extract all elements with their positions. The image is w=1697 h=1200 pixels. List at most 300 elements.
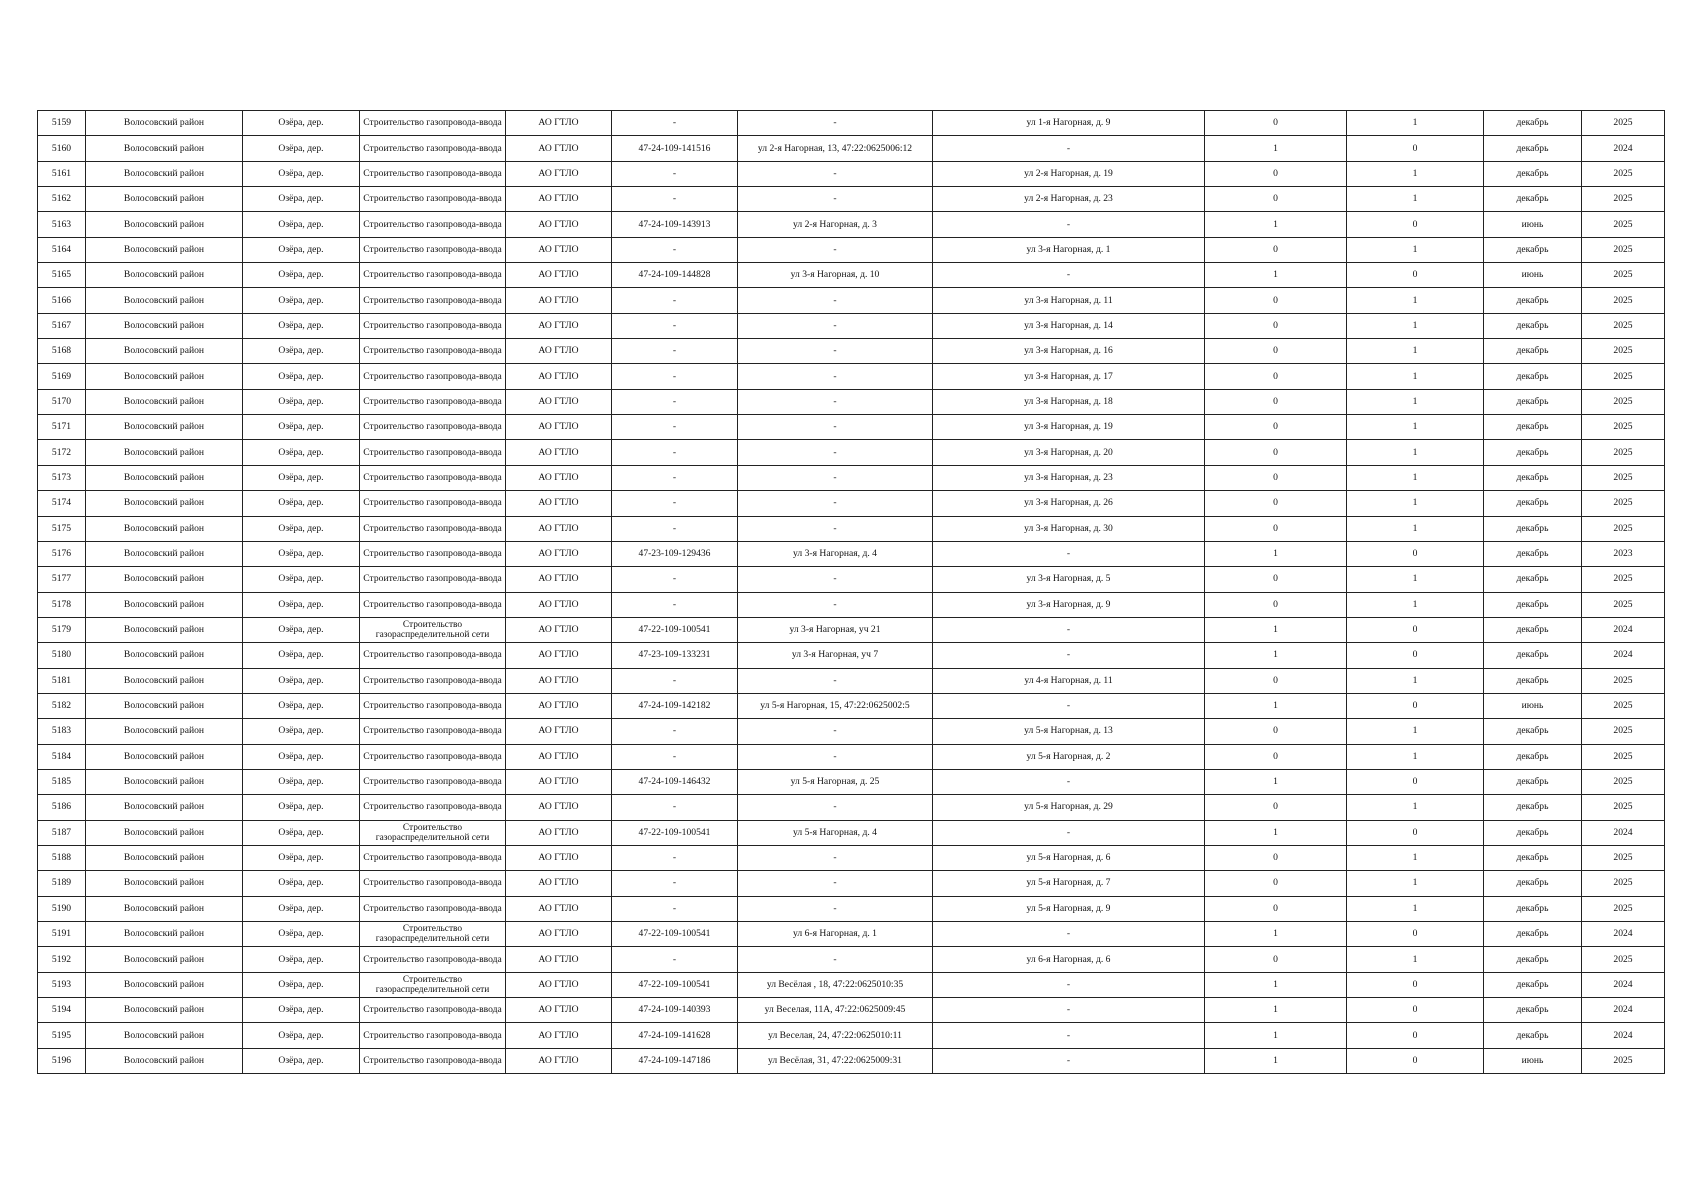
month-cell: декабрь: [1484, 136, 1582, 161]
year-cell: 2025: [1582, 871, 1665, 896]
count-a-cell: 0: [1205, 744, 1347, 769]
count-b-cell: 1: [1347, 567, 1484, 592]
year-cell: 2025: [1582, 744, 1665, 769]
application-number-cell: -: [612, 567, 738, 592]
organization-cell: АО ГТЛО: [506, 136, 612, 161]
month-cell: декабрь: [1484, 288, 1582, 313]
settlement-cell: Озёра, дер.: [243, 440, 360, 465]
row-number-cell: 5183: [38, 719, 86, 744]
address-cadastral-cell: ул 3-я Нагорная, уч 7: [738, 643, 933, 668]
month-cell: декабрь: [1484, 617, 1582, 642]
settlement-cell: Озёра, дер.: [243, 845, 360, 870]
work-type-cell: Строительство газопровода-ввода: [360, 237, 506, 262]
application-number-cell: -: [612, 795, 738, 820]
address-cadastral-cell: -: [738, 339, 933, 364]
row-number-cell: 5186: [38, 795, 86, 820]
district-cell: Волосовский район: [86, 820, 243, 845]
count-a-cell: 0: [1205, 465, 1347, 490]
organization-cell: АО ГТЛО: [506, 617, 612, 642]
application-number-cell: -: [612, 947, 738, 972]
address-cell: ул 3-я Нагорная, д. 16: [933, 339, 1205, 364]
organization-cell: АО ГТЛО: [506, 592, 612, 617]
count-b-cell: 0: [1347, 212, 1484, 237]
year-cell: 2025: [1582, 491, 1665, 516]
district-cell: Волосовский район: [86, 389, 243, 414]
settlement-cell: Озёра, дер.: [243, 795, 360, 820]
application-number-cell: 47-24-109-141516: [612, 136, 738, 161]
address-cell: -: [933, 922, 1205, 947]
year-cell: 2025: [1582, 339, 1665, 364]
settlement-cell: Озёра, дер.: [243, 389, 360, 414]
address-cadastral-cell: -: [738, 668, 933, 693]
row-number-cell: 5193: [38, 972, 86, 997]
row-number-cell: 5189: [38, 871, 86, 896]
month-cell: декабрь: [1484, 1023, 1582, 1048]
month-cell: июнь: [1484, 693, 1582, 718]
address-cell: ул 3-я Нагорная, д. 5: [933, 567, 1205, 592]
district-cell: Волосовский район: [86, 364, 243, 389]
year-cell: 2025: [1582, 567, 1665, 592]
application-number-cell: -: [612, 313, 738, 338]
settlement-cell: Озёра, дер.: [243, 567, 360, 592]
district-cell: Волосовский район: [86, 693, 243, 718]
address-cell: ул 3-я Нагорная, д. 11: [933, 288, 1205, 313]
count-b-cell: 1: [1347, 719, 1484, 744]
address-cadastral-cell: ул 5-я Нагорная, 15, 47:22:0625002:5: [738, 693, 933, 718]
row-number-cell: 5174: [38, 491, 86, 516]
organization-cell: АО ГТЛО: [506, 440, 612, 465]
application-number-cell: 47-24-109-146432: [612, 769, 738, 794]
month-cell: декабрь: [1484, 795, 1582, 820]
organization-cell: АО ГТЛО: [506, 415, 612, 440]
address-cadastral-cell: ул 3-я Нагорная, д. 4: [738, 541, 933, 566]
count-a-cell: 0: [1205, 339, 1347, 364]
table-row: [38, 795, 1665, 820]
month-cell: декабрь: [1484, 339, 1582, 364]
application-number-cell: -: [612, 161, 738, 186]
address-cell: ул 6-я Нагорная, д. 6: [933, 947, 1205, 972]
address-cell: ул 2-я Нагорная, д. 19: [933, 161, 1205, 186]
count-a-cell: 0: [1205, 592, 1347, 617]
address-cell: ул 3-я Нагорная, д. 18: [933, 389, 1205, 414]
district-cell: Волосовский район: [86, 1048, 243, 1073]
count-b-cell: 1: [1347, 339, 1484, 364]
work-type-cell: Строительство газораспределительной сети: [360, 922, 506, 947]
work-type-cell: Строительство газораспределительной сети: [360, 972, 506, 997]
settlement-cell: Озёра, дер.: [243, 516, 360, 541]
district-cell: Волосовский район: [86, 567, 243, 592]
table-row: [38, 237, 1665, 262]
address-cadastral-cell: ул Веселая, 11А, 47:22:0625009:45: [738, 998, 933, 1023]
settlement-cell: Озёра, дер.: [243, 1023, 360, 1048]
year-cell: 2025: [1582, 719, 1665, 744]
count-a-cell: 0: [1205, 896, 1347, 921]
month-cell: декабрь: [1484, 161, 1582, 186]
district-cell: Волосовский район: [86, 871, 243, 896]
organization-cell: АО ГТЛО: [506, 947, 612, 972]
row-number-cell: 5179: [38, 617, 86, 642]
month-cell: декабрь: [1484, 871, 1582, 896]
count-a-cell: 1: [1205, 972, 1347, 997]
organization-cell: АО ГТЛО: [506, 896, 612, 921]
work-type-cell: Строительство газопровода-ввода: [360, 871, 506, 896]
district-cell: Волосовский район: [86, 998, 243, 1023]
count-a-cell: 1: [1205, 1048, 1347, 1073]
row-number-cell: 5164: [38, 237, 86, 262]
district-cell: Волосовский район: [86, 491, 243, 516]
month-cell: декабрь: [1484, 364, 1582, 389]
work-type-cell: Строительство газопровода-ввода: [360, 896, 506, 921]
address-cell: -: [933, 1048, 1205, 1073]
work-type-cell: Строительство газопровода-ввода: [360, 567, 506, 592]
address-cadastral-cell: ул 5-я Нагорная, д. 25: [738, 769, 933, 794]
address-cadastral-cell: -: [738, 947, 933, 972]
count-b-cell: 1: [1347, 389, 1484, 414]
row-number-cell: 5180: [38, 643, 86, 668]
organization-cell: АО ГТЛО: [506, 998, 612, 1023]
application-number-cell: -: [612, 744, 738, 769]
count-b-cell: 0: [1347, 1048, 1484, 1073]
count-a-cell: 1: [1205, 1023, 1347, 1048]
table-row: [38, 896, 1665, 921]
organization-cell: АО ГТЛО: [506, 288, 612, 313]
settlement-cell: Озёра, дер.: [243, 617, 360, 642]
address-cell: -: [933, 972, 1205, 997]
month-cell: декабрь: [1484, 719, 1582, 744]
work-type-cell: Строительство газопровода-ввода: [360, 111, 506, 136]
address-cell: -: [933, 617, 1205, 642]
organization-cell: АО ГТЛО: [506, 795, 612, 820]
address-cell: -: [933, 541, 1205, 566]
count-b-cell: 0: [1347, 136, 1484, 161]
year-cell: 2024: [1582, 136, 1665, 161]
month-cell: декабрь: [1484, 541, 1582, 566]
row-number-cell: 5181: [38, 668, 86, 693]
row-number-cell: 5163: [38, 212, 86, 237]
row-number-cell: 5172: [38, 440, 86, 465]
settlement-cell: Озёра, дер.: [243, 415, 360, 440]
count-b-cell: 0: [1347, 541, 1484, 566]
row-number-cell: 5160: [38, 136, 86, 161]
count-b-cell: 1: [1347, 592, 1484, 617]
count-b-cell: 1: [1347, 415, 1484, 440]
application-number-cell: -: [612, 896, 738, 921]
district-cell: Волосовский район: [86, 516, 243, 541]
application-number-cell: -: [612, 339, 738, 364]
month-cell: июнь: [1484, 263, 1582, 288]
address-cell: ул 3-я Нагорная, д. 26: [933, 491, 1205, 516]
table-row: [38, 187, 1665, 212]
table-row: [38, 1048, 1665, 1073]
row-number-cell: 5188: [38, 845, 86, 870]
address-cadastral-cell: -: [738, 567, 933, 592]
count-a-cell: 1: [1205, 998, 1347, 1023]
count-b-cell: 0: [1347, 1023, 1484, 1048]
organization-cell: АО ГТЛО: [506, 1023, 612, 1048]
application-number-cell: -: [612, 491, 738, 516]
address-cadastral-cell: ул Веселая, 24, 47:22:0625010:11: [738, 1023, 933, 1048]
month-cell: декабрь: [1484, 947, 1582, 972]
settlement-cell: Озёра, дер.: [243, 1048, 360, 1073]
year-cell: 2025: [1582, 769, 1665, 794]
settlement-cell: Озёра, дер.: [243, 465, 360, 490]
month-cell: июнь: [1484, 212, 1582, 237]
address-cadastral-cell: -: [738, 161, 933, 186]
district-cell: Волосовский район: [86, 922, 243, 947]
address-cell: -: [933, 998, 1205, 1023]
year-cell: 2025: [1582, 795, 1665, 820]
row-number-cell: 5196: [38, 1048, 86, 1073]
count-b-cell: 1: [1347, 845, 1484, 870]
application-number-cell: -: [612, 465, 738, 490]
address-cell: ул 5-я Нагорная, д. 2: [933, 744, 1205, 769]
address-cell: ул 3-я Нагорная, д. 23: [933, 465, 1205, 490]
application-number-cell: -: [612, 592, 738, 617]
work-type-cell: Строительство газопровода-ввода: [360, 845, 506, 870]
work-type-cell: Строительство газопровода-ввода: [360, 744, 506, 769]
count-a-cell: 1: [1205, 617, 1347, 642]
application-number-cell: -: [612, 187, 738, 212]
settlement-cell: Озёра, дер.: [243, 719, 360, 744]
row-number-cell: 5190: [38, 896, 86, 921]
row-number-cell: 5171: [38, 415, 86, 440]
count-b-cell: 1: [1347, 187, 1484, 212]
address-cell: ул 3-я Нагорная, д. 9: [933, 592, 1205, 617]
count-b-cell: 0: [1347, 693, 1484, 718]
count-a-cell: 0: [1205, 364, 1347, 389]
address-cadastral-cell: ул Весёлая, 31, 47:22:0625009:31: [738, 1048, 933, 1073]
application-number-cell: 47-22-109-100541: [612, 617, 738, 642]
address-cell: -: [933, 212, 1205, 237]
organization-cell: АО ГТЛО: [506, 693, 612, 718]
year-cell: 2024: [1582, 617, 1665, 642]
settlement-cell: Озёра, дер.: [243, 643, 360, 668]
count-a-cell: 1: [1205, 212, 1347, 237]
year-cell: 2024: [1582, 643, 1665, 668]
address-cell: ул 3-я Нагорная, д. 17: [933, 364, 1205, 389]
year-cell: 2025: [1582, 237, 1665, 262]
month-cell: декабрь: [1484, 187, 1582, 212]
settlement-cell: Озёра, дер.: [243, 972, 360, 997]
work-type-cell: Строительство газопровода-ввода: [360, 541, 506, 566]
organization-cell: АО ГТЛО: [506, 820, 612, 845]
settlement-cell: Озёра, дер.: [243, 693, 360, 718]
application-number-cell: 47-24-109-141628: [612, 1023, 738, 1048]
row-number-cell: 5176: [38, 541, 86, 566]
work-type-cell: Строительство газопровода-ввода: [360, 415, 506, 440]
address-cell: ул 2-я Нагорная, д. 23: [933, 187, 1205, 212]
year-cell: 2025: [1582, 845, 1665, 870]
year-cell: 2025: [1582, 111, 1665, 136]
district-cell: Волосовский район: [86, 972, 243, 997]
district-cell: Волосовский район: [86, 313, 243, 338]
year-cell: 2025: [1582, 187, 1665, 212]
work-type-cell: Строительство газопровода-ввода: [360, 288, 506, 313]
application-number-cell: -: [612, 871, 738, 896]
application-number-cell: -: [612, 845, 738, 870]
count-a-cell: 0: [1205, 567, 1347, 592]
work-type-cell: Строительство газопровода-ввода: [360, 693, 506, 718]
count-a-cell: 1: [1205, 820, 1347, 845]
district-cell: Волосовский район: [86, 896, 243, 921]
district-cell: Волосовский район: [86, 592, 243, 617]
organization-cell: АО ГТЛО: [506, 1048, 612, 1073]
application-number-cell: -: [612, 364, 738, 389]
district-cell: Волосовский район: [86, 617, 243, 642]
district-cell: Волосовский район: [86, 643, 243, 668]
address-cadastral-cell: -: [738, 187, 933, 212]
row-number-cell: 5168: [38, 339, 86, 364]
table-row: [38, 491, 1665, 516]
table-row: [38, 465, 1665, 490]
district-cell: Волосовский район: [86, 668, 243, 693]
table-row: [38, 567, 1665, 592]
settlement-cell: Озёра, дер.: [243, 744, 360, 769]
work-type-cell: Строительство газопровода-ввода: [360, 491, 506, 516]
table-row: [38, 744, 1665, 769]
count-a-cell: 1: [1205, 541, 1347, 566]
district-cell: Волосовский район: [86, 212, 243, 237]
year-cell: 2024: [1582, 922, 1665, 947]
count-b-cell: 1: [1347, 440, 1484, 465]
application-number-cell: 47-22-109-100541: [612, 922, 738, 947]
row-number-cell: 5178: [38, 592, 86, 617]
address-cell: ул 5-я Нагорная, д. 7: [933, 871, 1205, 896]
count-b-cell: 1: [1347, 744, 1484, 769]
settlement-cell: Озёра, дер.: [243, 592, 360, 617]
organization-cell: АО ГТЛО: [506, 744, 612, 769]
count-b-cell: 1: [1347, 161, 1484, 186]
work-type-cell: Строительство газопровода-ввода: [360, 795, 506, 820]
year-cell: 2025: [1582, 440, 1665, 465]
year-cell: 2025: [1582, 389, 1665, 414]
year-cell: 2024: [1582, 820, 1665, 845]
organization-cell: АО ГТЛО: [506, 972, 612, 997]
application-number-cell: -: [612, 415, 738, 440]
district-cell: Волосовский район: [86, 845, 243, 870]
table-row: [38, 440, 1665, 465]
address-cell: ул 3-я Нагорная, д. 14: [933, 313, 1205, 338]
settlement-cell: Озёра, дер.: [243, 871, 360, 896]
application-number-cell: -: [612, 111, 738, 136]
settlement-cell: Озёра, дер.: [243, 339, 360, 364]
month-cell: декабрь: [1484, 845, 1582, 870]
count-a-cell: 1: [1205, 922, 1347, 947]
settlement-cell: Озёра, дер.: [243, 491, 360, 516]
count-b-cell: 1: [1347, 668, 1484, 693]
table-row: [38, 719, 1665, 744]
table-row: [38, 668, 1665, 693]
table-row: [38, 998, 1665, 1023]
settlement-cell: Озёра, дер.: [243, 820, 360, 845]
table-row: [38, 136, 1665, 161]
organization-cell: АО ГТЛО: [506, 212, 612, 237]
row-number-cell: 5170: [38, 389, 86, 414]
district-cell: Волосовский район: [86, 769, 243, 794]
table-row: [38, 415, 1665, 440]
address-cell: -: [933, 136, 1205, 161]
organization-cell: АО ГТЛО: [506, 313, 612, 338]
year-cell: 2023: [1582, 541, 1665, 566]
row-number-cell: 5185: [38, 769, 86, 794]
table-row: [38, 364, 1665, 389]
count-b-cell: 1: [1347, 465, 1484, 490]
year-cell: 2025: [1582, 212, 1665, 237]
address-cadastral-cell: -: [738, 415, 933, 440]
year-cell: 2025: [1582, 592, 1665, 617]
table-row: [38, 871, 1665, 896]
count-b-cell: 0: [1347, 769, 1484, 794]
row-number-cell: 5167: [38, 313, 86, 338]
address-cadastral-cell: ул 5-я Нагорная, д. 4: [738, 820, 933, 845]
district-cell: Волосовский район: [86, 440, 243, 465]
address-cell: -: [933, 693, 1205, 718]
month-cell: декабрь: [1484, 769, 1582, 794]
work-type-cell: Строительство газопровода-ввода: [360, 516, 506, 541]
address-cadastral-cell: -: [738, 871, 933, 896]
work-type-cell: Строительство газопровода-ввода: [360, 136, 506, 161]
year-cell: 2025: [1582, 516, 1665, 541]
application-number-cell: 47-24-109-143913: [612, 212, 738, 237]
month-cell: декабрь: [1484, 516, 1582, 541]
district-cell: Волосовский район: [86, 288, 243, 313]
table-row: [38, 339, 1665, 364]
month-cell: декабрь: [1484, 415, 1582, 440]
table-row: [38, 111, 1665, 136]
district-cell: Волосовский район: [86, 237, 243, 262]
address-cadastral-cell: -: [738, 744, 933, 769]
address-cadastral-cell: -: [738, 237, 933, 262]
row-number-cell: 5166: [38, 288, 86, 313]
table-row: [38, 1023, 1665, 1048]
address-cadastral-cell: -: [738, 389, 933, 414]
application-number-cell: -: [612, 719, 738, 744]
district-cell: Волосовский район: [86, 744, 243, 769]
organization-cell: АО ГТЛО: [506, 491, 612, 516]
table-row: [38, 845, 1665, 870]
organization-cell: АО ГТЛО: [506, 719, 612, 744]
organization-cell: АО ГТЛО: [506, 516, 612, 541]
organization-cell: АО ГТЛО: [506, 339, 612, 364]
district-cell: Волосовский район: [86, 161, 243, 186]
work-type-cell: Строительство газопровода-ввода: [360, 440, 506, 465]
work-type-cell: Строительство газопровода-ввода: [360, 389, 506, 414]
work-type-cell: Строительство газопровода-ввода: [360, 1023, 506, 1048]
table-row: [38, 972, 1665, 997]
count-b-cell: 0: [1347, 617, 1484, 642]
row-number-cell: 5159: [38, 111, 86, 136]
count-a-cell: 0: [1205, 237, 1347, 262]
count-a-cell: 0: [1205, 516, 1347, 541]
address-cell: ул 1-я Нагорная, д. 9: [933, 111, 1205, 136]
row-number-cell: 5173: [38, 465, 86, 490]
district-cell: Волосовский район: [86, 339, 243, 364]
row-number-cell: 5191: [38, 922, 86, 947]
year-cell: 2025: [1582, 465, 1665, 490]
table-row: [38, 617, 1665, 642]
year-cell: 2024: [1582, 1023, 1665, 1048]
month-cell: декабрь: [1484, 111, 1582, 136]
address-cell: -: [933, 263, 1205, 288]
settlement-cell: Озёра, дер.: [243, 161, 360, 186]
table-row: [38, 922, 1665, 947]
work-type-cell: Строительство газопровода-ввода: [360, 187, 506, 212]
work-type-cell: Строительство газораспределительной сети: [360, 820, 506, 845]
settlement-cell: Озёра, дер.: [243, 947, 360, 972]
district-cell: Волосовский район: [86, 1023, 243, 1048]
row-number-cell: 5165: [38, 263, 86, 288]
work-type-cell: Строительство газопровода-ввода: [360, 364, 506, 389]
